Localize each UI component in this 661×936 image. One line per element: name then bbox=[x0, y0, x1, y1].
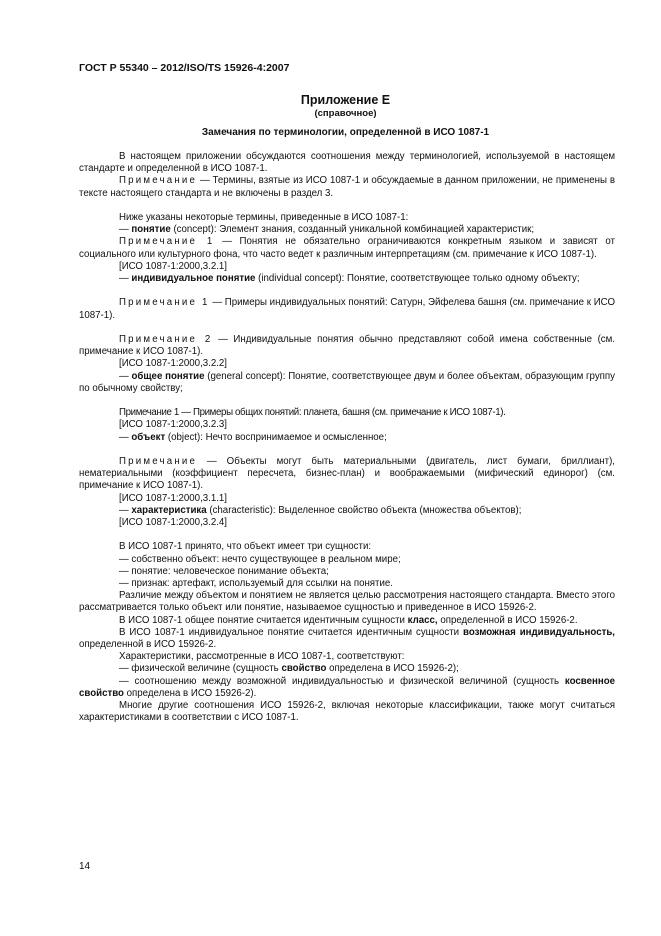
term-concept bbox=[79, 224, 615, 236]
term-definition: (concept): Элемент знания, созданный уникальной комбинацией характеристик; bbox=[170, 224, 535, 236]
paragraph-difference: Различие между объектом и понятием не является целью рассмотрения настоящего стандарта. Вместо этого рассматривается только объект или понятие, называемое сущностью и приведенное в ИСО 15926-2. bbox=[79, 590, 615, 614]
text-span: В ИСО 1087-1 индивидуальное понятие считается идентичным сущности bbox=[119, 626, 463, 638]
entities-intro: В ИСО 1087-1 принято, что объект имеет три сущности: bbox=[119, 541, 372, 553]
note-paragraph bbox=[79, 175, 615, 199]
characteristics-intro: Характеристики, рассмотренные в ИСО 1087-1, соответствуют: bbox=[119, 651, 405, 663]
text-span: определена в ИСО 15926-2); bbox=[326, 663, 459, 675]
document-header: ГОСТ Р 55340 – 2012/ISO/TS 15926-4:2007 bbox=[79, 62, 290, 74]
note-text: — Индивидуальные понятия обычно представляют собой имена собственные (см. примечание к ИСО 1087-1). bbox=[79, 334, 615, 358]
term-name: объект bbox=[131, 431, 166, 443]
section-title: Замечания по терминологии, определенной в ИСО 1087-1 bbox=[201, 127, 490, 138]
entity-name: возможная индивидуальность, bbox=[463, 626, 615, 638]
entity-name: класс, bbox=[407, 614, 438, 626]
term-dash: — bbox=[119, 273, 132, 285]
reference: [ИСО 1087-1:2000,3.2.4] bbox=[119, 517, 228, 529]
list-item: — собственно объект: нечто существующее в реальном мире; bbox=[119, 553, 401, 565]
text-span: определена в ИСО 15926-2). bbox=[123, 687, 257, 699]
reference: [ИСО 1087-1:2000,3.2.1] bbox=[119, 260, 228, 272]
appendix-subtitle: (справочное) bbox=[314, 108, 377, 119]
term-dash: — bbox=[119, 431, 132, 443]
term-dash: — bbox=[119, 370, 132, 382]
note-object bbox=[79, 456, 615, 493]
term-definition: (characteristic): Выделенное свойство объекта (множества объектов); bbox=[206, 504, 522, 516]
note-label: Примечание 1 bbox=[119, 297, 210, 309]
list-item: — понятие: человеческое понимание объекта; bbox=[119, 565, 329, 577]
paragraph-individual bbox=[79, 627, 615, 651]
note-text: — Термины, взятые из ИСО 1087-1 и обсуждаемые в данном приложении, не применены в тексте настоящего стандарта и не включены в раздел 3. bbox=[79, 175, 615, 199]
document-body bbox=[79, 151, 615, 724]
terms-intro: Ниже указаны некоторые термины, приведенные в ИСО 1087-1: bbox=[119, 212, 409, 223]
paragraph-general-class bbox=[79, 615, 615, 627]
term-dash: — bbox=[119, 504, 132, 516]
term-characteristic bbox=[79, 505, 615, 517]
intro-paragraph: В настоящем приложении обсуждаются соотношения между терминологией, используемой в настоящем стандарте и определенной в ИСО 1087-1. bbox=[79, 151, 615, 175]
term-name: общее понятие bbox=[131, 370, 205, 382]
term-definition: (object): Нечто воспринимаемое и осмысленное; bbox=[165, 431, 387, 443]
term-definition: (individual concept): Понятие, соответствующее только одному объекту; bbox=[255, 273, 580, 285]
list-item: — признак: артефакт, используемый для ссылки на понятие. bbox=[119, 578, 393, 590]
term-general-concept bbox=[79, 371, 615, 395]
note-text: — Объекты могут быть материальными (двигатель, лист бумаги, бриллиант), нематериальными (коэффициент пересчета, бизнес-план) и воображаемыми (мифический единорог) (см. примечание к ИСО 1087-1). bbox=[79, 456, 615, 492]
text-span: определенной в ИСО 15926-2. bbox=[79, 639, 217, 651]
note-label: Примечание bbox=[119, 456, 198, 467]
term-name: характеристика bbox=[131, 504, 207, 516]
reference: [ИСО 1087-1:2000,3.2.3] bbox=[119, 419, 228, 431]
note-general: Примечание 1 — Примеры общих понятий: планета, башня (см. примечание к ИСО 1087-1). bbox=[119, 407, 506, 419]
paragraph-other: Многие другие соотношения ИСО 15926-2, включая некоторые классификации, также могут считаться характеристиками в соответствии с ИСО 1087-1. bbox=[79, 700, 615, 724]
term-individual-concept bbox=[79, 273, 615, 285]
reference: [ИСО 1087-1:2000,3.1.1] bbox=[119, 492, 228, 504]
note-individual-2 bbox=[79, 334, 615, 358]
entity-name: косвенное свойство bbox=[79, 675, 615, 699]
note-concept bbox=[79, 236, 615, 260]
list-item bbox=[79, 676, 615, 700]
appendix-title: Приложение Е bbox=[300, 93, 391, 107]
note-label: Примечание 1 bbox=[119, 236, 215, 248]
note-label: Примечание bbox=[119, 175, 198, 187]
entity-name: свойство bbox=[281, 663, 327, 675]
page-number: 14 bbox=[79, 861, 91, 872]
note-label: Примечание 2 bbox=[119, 334, 213, 345]
reference: [ИСО 1087-1:2000,3.2.2] bbox=[119, 358, 228, 370]
term-dash: — bbox=[119, 224, 132, 236]
note-text: — Примеры индивидуальных понятий: Сатурн, Эйфелева башня (см. примечание к ИСО 1087-1). bbox=[79, 297, 615, 321]
text-span: В ИСО 1087-1 общее понятие считается идентичным сущности bbox=[119, 614, 408, 626]
term-name: индивидуальное понятие bbox=[131, 273, 256, 285]
term-definition: (general concept): Понятие, соответствующее двум и более объектам, образующим группу по обычному свойству; bbox=[79, 370, 615, 394]
text-span: — соотношению между возможной индивидуальностью и физической величиной (сущность bbox=[119, 675, 565, 687]
note-text: — Понятия не обязательно ограничиваются конкретным языком и зависят от социального или культурного фона, что часто ведет к различным интерпретациям (см. примечание к ИСО 1087-1). bbox=[79, 236, 615, 260]
note-individual-1 bbox=[79, 297, 615, 321]
list-item bbox=[79, 663, 615, 675]
text-span: определенной в ИСО 15926-2. bbox=[437, 614, 578, 626]
term-name: понятие bbox=[131, 224, 171, 236]
term-object bbox=[79, 432, 615, 444]
text-span: — физической величине (сущность bbox=[119, 663, 282, 675]
